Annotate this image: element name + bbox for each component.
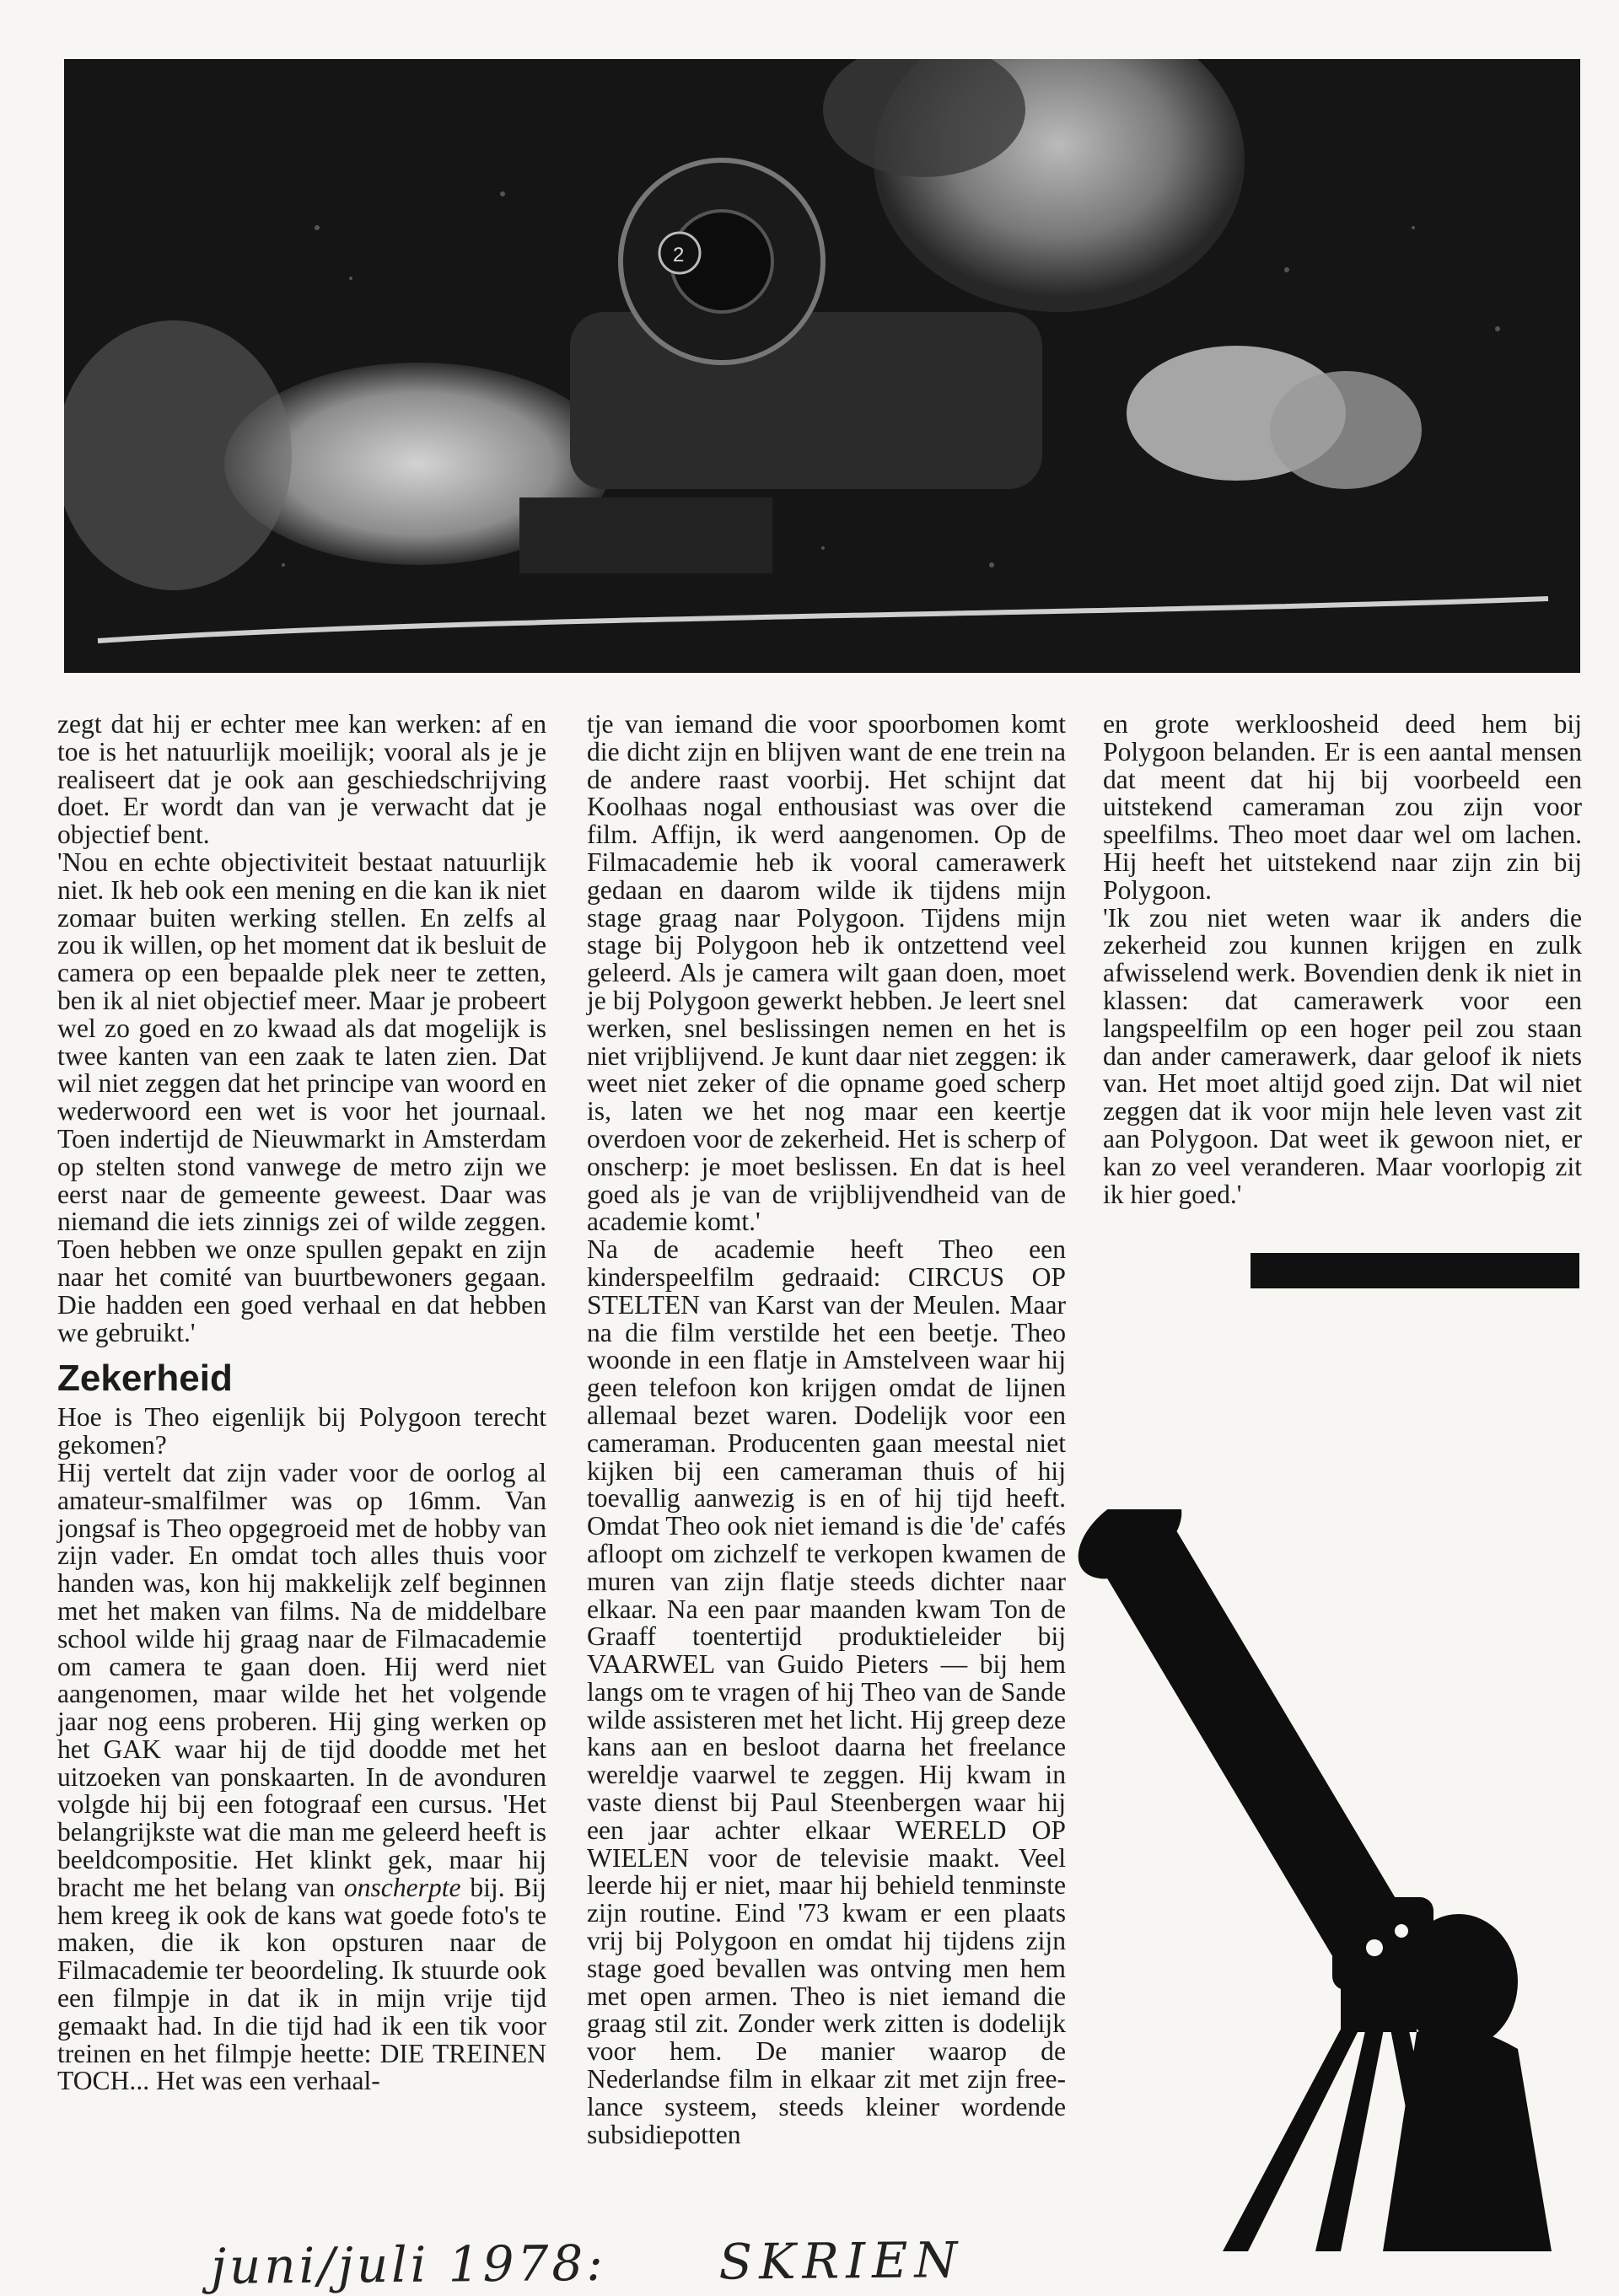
black-divider-bar <box>1251 1253 1579 1288</box>
article-column-3 <box>1103 711 1582 1208</box>
col1-paragraph-4 <box>57 1457 547 2096</box>
handwritten-source-note <box>211 2231 965 2295</box>
subheading-zekerheid: Zekerheid <box>57 1358 233 1400</box>
telescope-photo <box>1062 1509 1585 2251</box>
col2-paragraph-2: Na de academie heeft Theo een kinderspeelfilm gedraaid: CIRCUS OP STELTEN van Karst van der Meulen. Maar na die film verstilde het een beetje. Theo woonde in een flatje in Amstelveen waar hij geen telefoon kon krijgen omdat de lijnen allemaal bezet waren. Dodelijk voor een cameraman. Producenten gaan meestal niet kijken bij een cameraman thuis of hij toevallig aanwezig is en of hij tijd heeft. Omdat Theo ook niet iemand is die 'de' cafés afloopt om zichzelf te verkopen kwamen de muren van zijn flatje steeds dichter naar elkaar. Na een paar maanden kwam Ton de Graaff toentertijd produktieleider bij VAARWEL van Guido Pieters — bij hem langs om te vragen of hij Theo van de Sande wilde assisteren met het licht. Hij greep deze kans aan en besloot daarna het freelance wereldje vaarwel te zeggen. Hij kwam in vaste dienst bij Paul Steenbergen waar hij een jaar achter elkaar WERELD OP WIELEN voor de televisie maakt. Veel leerde hij er niet, maar hij behield tenminste zijn routine. Eind '73 kwam er een plaats vrij bij Polygoon en omdat hij tijdens zijn stage goed bevallen was ontving men hem met open armen. Theo is niet iemand die graag stil zit. Zonder werk zitten is dodelijk voor hem. De manier waarop de Nederlandse film in elkaar zit met zijn free-lance systeem, steeds kleiner wordende subsidiepotten <box>587 1234 1066 2149</box>
col1-paragraph-3: Hoe is Theo eigenlijk bij Polygoon terecht gekomen? <box>57 1402 546 1460</box>
handwritten-date: juni/juli 1978: <box>210 2234 607 2295</box>
col1-paragraph-4-end: bij. Bij hem kreeg ik ook de kans wat goede foto's te maken, die ik kon opsturen naar de Filmacademie ter beoordeling. Ik stuurde ook een filmpje in dat ik in mijn vrije tijd gemaakt had. In die tijd had ik een tik voor treinen en het filmpje heette: DIE TREINEN TOCH... Het was een verhaal- <box>57 1872 547 2096</box>
handwritten-source: SKRIEN <box>718 2231 965 2291</box>
cameraman-photo <box>64 59 1580 673</box>
col3-paragraph-1: en grote werkloosheid deed hem bij Polygoon belanden. Er is een aantal mensen dat meent dat hij bij voorbeeld een uitstekend cameraman zou zijn voor speelfilms. Theo moet daar wel om lachen. Hij heeft het uitstekend naar zijn zin bij Polygoon. <box>1103 709 1582 905</box>
col1-paragraph-1: zegt dat hij er echter mee kan werken: af en toe is het natuurlijk moeilijk; vooral als je je realiseert dat je ook aan geschiedschrijving doet. Er wordt dan van je verwacht dat je objectief bent. <box>57 709 546 850</box>
emphasis-onscherpte: onscherpte <box>343 1872 461 1902</box>
col1-paragraph-2: 'Nou en echte objectiviteit bestaat natuurlijk niet. Ik heb ook een mening en die kan ik niet zomaar buiten werking stellen. En zelfs al zou ik willen, op het moment dat ik besluit de camera op een bepaalde plek neer te zetten, ben ik al niet objectief meer. Maar je probeert wel zo goed en zo kwaad als dat mogelijk is twee kanten van een zaak te laten zien. Dat wil niet zeggen dat het principe van woord en wederwoord een wet is voor het journaal. Toen indertijd de Nieuwmarkt in Amsterdam op stelten stond vanwege de metro zijn we eerst naar de gemeente geweest. Daar was niemand die iets zinnigs zei of wilde zeggen. Toen hebben we onze spullen gepakt en zijn naar het comité van buurtbewoners gegaan. Die hadden een goed verhaal en dat hebben we gebruikt.' <box>57 847 546 1347</box>
col1-paragraph-4-text: Hij vertelt dat zijn vader voor de oorlog al amateur-smalfilmer was op 16mm. Van jongsaf is Theo opgegroeid met de hobby van zijn vader. En omdat toch alles thuis voor handen was, kon hij makkelijk zelf beginnen met het maken van films. Na de middelbare school wilde hij graag naar de Filmacademie om camera te gaan doen. Hij werd niet aangenomen, maar wilde het het volgende jaar nog eens proberen. Hij ging werken op het GAK waar hij de tijd doodde met het uitzoeken van ponskaarten. In de avonduren volgde hij bij een fotograaf een cursus. 'Het belangrijkste wat die man me geleerd heeft is beeldcompositie. Het klinkt gek, maar hij bracht me het belang van <box>57 1457 546 1902</box>
svg-text:2: 2 <box>673 244 685 266</box>
cameraman-photo-graphic <box>64 59 1580 673</box>
col3-paragraph-2: 'Ik zou niet weten waar ik anders die zekerheid zou kunnen krijgen en zulk afwisselend werk. Bovendien denk ik niet in klassen: dat camerawerk voor een langspeelfilm op een hoger peil zou staan dan ander camerawerk, daar geloof ik niets van. Het moet altijd goed zijn. Dat wil niet zeggen dat ik voor mijn hele leven vast zit aan Polygoon. Dat weet ik gewoon niet, er kan zo veel veranderen. Maar voorlopig zit ik hier goed.' <box>1103 902 1582 1209</box>
article-column-2 <box>587 711 1066 2148</box>
col2-paragraph-1: tje van iemand die voor spoorbomen komt die dicht zijn en blijven want de ene trein na de andere raast voorbij. Het schijnt dat Koolhaas nogal enthousiast was over die film. Affijn, ik werd aangenomen. Op de Filmacademie heb ik vooral camerawerk gedaan en daarom wilde ik tijdens mijn stage graag naar Polygoon. Tijdens mijn stage bij Polygoon heb ik ontzettend veel geleerd. Als je camera wilt gaan doen, moet je bij Polygoon gewerkt hebben. Je leert snel werken, snel beslissingen nemen en het is niet vrijblijvend. Je kunt daar niet zeggen: ik weet niet zeker of die opname goed scherp is, laten we het nog maar een keertje overdoen voor de zekerheid. Het is scherp of onscherp: je moet beslissen. En dat is heel goed als je van de vrijblijvendheid van de academie komt.' <box>587 709 1066 1237</box>
article-column-1 <box>57 711 546 2095</box>
telescope-silhouette-graphic <box>1062 1509 1585 2251</box>
